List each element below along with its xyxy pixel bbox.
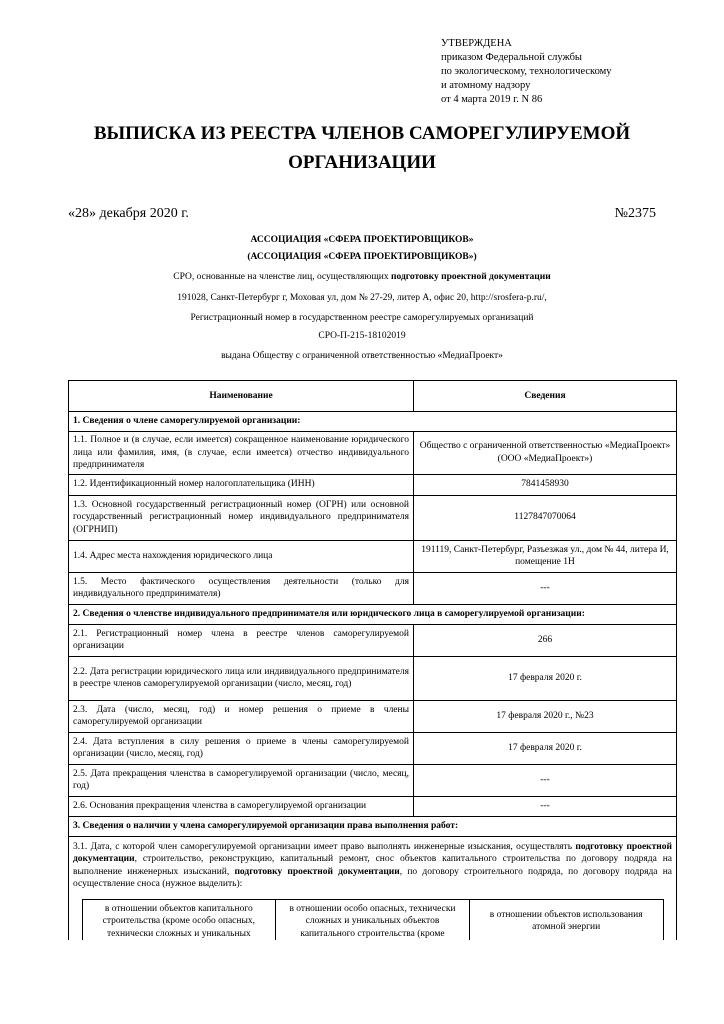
approval-stamp bbox=[441, 37, 612, 107]
issued-to: выдана Обществу с ограниченной ответственностью «МедиаПроект» bbox=[221, 351, 503, 361]
registry-table bbox=[68, 380, 677, 940]
sro-prefix: СРО, основанные на членстве лиц, осуществляющих bbox=[173, 272, 391, 282]
work-rights-cell bbox=[69, 836, 677, 940]
row-label-address: 1.4. Адрес места нахождения юридического лица bbox=[69, 540, 414, 572]
approval-line: от 4 марта 2019 г. N 86 bbox=[441, 94, 543, 105]
row-value-effective-date: 17 февраля 2020 г. bbox=[414, 732, 677, 764]
document-number: №2375 bbox=[614, 206, 656, 221]
object-type-table bbox=[82, 899, 664, 941]
row-label-admission-decision: 2.3. Дата (число, месяц, год) и номер решения о приеме в члены саморегулируемой организации bbox=[69, 700, 414, 732]
approval-line: и атомному надзору bbox=[441, 80, 531, 91]
row-value-actual-location: --- bbox=[414, 572, 677, 604]
row-value-full-name: Общество с ограниченной ответственностью «МедиаПроект» (ООО «МедиаПроект») bbox=[414, 432, 677, 475]
title-line-2: ОРГАНИЗАЦИИ bbox=[288, 152, 436, 173]
row-value-termination-date: --- bbox=[414, 764, 677, 796]
row-value-termination-grounds: --- bbox=[414, 796, 677, 816]
row-value-registration-date: 17 февраля 2020 г. bbox=[414, 656, 677, 700]
row-label-full-name: 1.1. Полное и (в случае, если имеется) сокращенное наименование юридического лица или фамилия, имя, (в случае, если имеется) отчество индивидуального предпринимателя bbox=[69, 432, 414, 475]
p31-part-d: подготовку проектной документации bbox=[234, 866, 400, 877]
row-label-inn: 1.2. Идентификационный номер налогоплательщика (ИНН) bbox=[69, 474, 414, 495]
work-rights-paragraph bbox=[73, 839, 672, 893]
object-type-nuclear: в отношении объектов использования атомной энергии bbox=[469, 899, 663, 940]
sro-description bbox=[40, 272, 684, 282]
approval-line: по экологическому, технологическому bbox=[441, 66, 612, 77]
object-type-regular: в отношении объектов капитального строительства (кроме особо опасных, технически сложных и уникальных bbox=[82, 899, 276, 940]
row-value-ogrn: 1127847070064 bbox=[414, 495, 677, 540]
row-label-registration-date: 2.2. Дата регистрации юридического лица или индивидуального предпринимателя в реестре членов саморегулируемой организации (число, месяц, год) bbox=[69, 656, 414, 700]
row-label-effective-date: 2.4. Дата вступления в силу решения о приеме в члены саморегулируемой организации (число, месяц, год) bbox=[69, 732, 414, 764]
column-header-name: Наименование bbox=[69, 381, 414, 412]
row-label-actual-location: 1.5. Место фактического осуществления деятельности (только для индивидуального предпринимателя) bbox=[69, 572, 414, 604]
row-label-member-number: 2.1. Регистрационный номер члена в реестре членов саморегулируемой организации bbox=[69, 624, 414, 656]
row-label-ogrn: 1.3. Основной государственный регистрационный номер (ОГРН) или основной государственный регистрационный номер индивидуального предпринимателя (ОГРНИП) bbox=[69, 495, 414, 540]
approval-line: приказом Федеральной службы bbox=[441, 52, 582, 63]
row-value-inn: 7841458930 bbox=[414, 474, 677, 495]
p31-part-b: подготовку проектной документации bbox=[73, 841, 673, 864]
approval-line: УТВЕРЖДЕНА bbox=[441, 38, 512, 49]
issue-date: «28» декабря 2020 г. bbox=[68, 206, 189, 221]
p31-part-e: , по договору строительного подряда, по договору подряда на осуществление сноса (нужное выделить): bbox=[73, 866, 672, 889]
title-line-1: ВЫПИСКА ИЗ РЕЕСТРА ЧЛЕНОВ САМОРЕГУЛИРУЕМОЙ bbox=[93, 123, 631, 144]
object-type-hazardous: в отношении особо опасных, технически сложных и уникальных объектов капитального строительства (кроме bbox=[276, 899, 470, 940]
sro-activity: подготовку проектной документации bbox=[391, 272, 551, 282]
row-value-admission-decision: 17 февраля 2020 г., №23 bbox=[414, 700, 677, 732]
section-heading-1: 1. Сведения о члене саморегулируемой организации: bbox=[69, 412, 677, 432]
row-value-address: 191119, Санкт-Петербург, Разъезжая ул., дом № 44, литера И, помещение 1Н bbox=[414, 540, 677, 572]
section-heading-2: 2. Сведения о членстве индивидуального предпринимателя или юридического лица в саморегулируемой организации: bbox=[69, 604, 677, 624]
row-label-termination-grounds: 2.6. Основания прекращения членства в саморегулируемой организации bbox=[69, 796, 414, 816]
registry-number: СРО-П-215-18102019 bbox=[318, 331, 406, 341]
org-name-short: (АССОЦИАЦИЯ «СФЕРА ПРОЕКТИРОВЩИКОВ») bbox=[247, 252, 477, 262]
row-label-termination-date: 2.5. Дата прекращения членства в саморегулируемой организации (число, месяц, год) bbox=[69, 764, 414, 796]
document-title bbox=[40, 119, 684, 177]
column-header-info: Сведения bbox=[414, 381, 677, 412]
p31-part-a: 3.1. Дата, с которой член саморегулируемой организации имеет право выполнять инженерные изыскания, осуществлять bbox=[73, 841, 576, 852]
org-name: АССОЦИАЦИЯ «СФЕРА ПРОЕКТИРОВЩИКОВ» bbox=[250, 235, 474, 245]
p31-part-c: , строительство, реконструкцию, капитальный ремонт, снос объектов капитального строительства по договору подряда на выполнение инженерных изысканий, bbox=[73, 854, 672, 877]
org-address: 191028, Санкт-Петербург г, Моховая ул, дом № 27-29, литер А, офис 20, http://srosfera-p.ru/, bbox=[177, 293, 547, 303]
section-heading-3: 3. Сведения о наличии у члена саморегулируемой организации права выполнения работ: bbox=[69, 816, 677, 836]
registry-label: Регистрационный номер в государственном реестре саморегулируемых организаций bbox=[190, 313, 534, 323]
row-value-member-number: 266 bbox=[414, 624, 677, 656]
